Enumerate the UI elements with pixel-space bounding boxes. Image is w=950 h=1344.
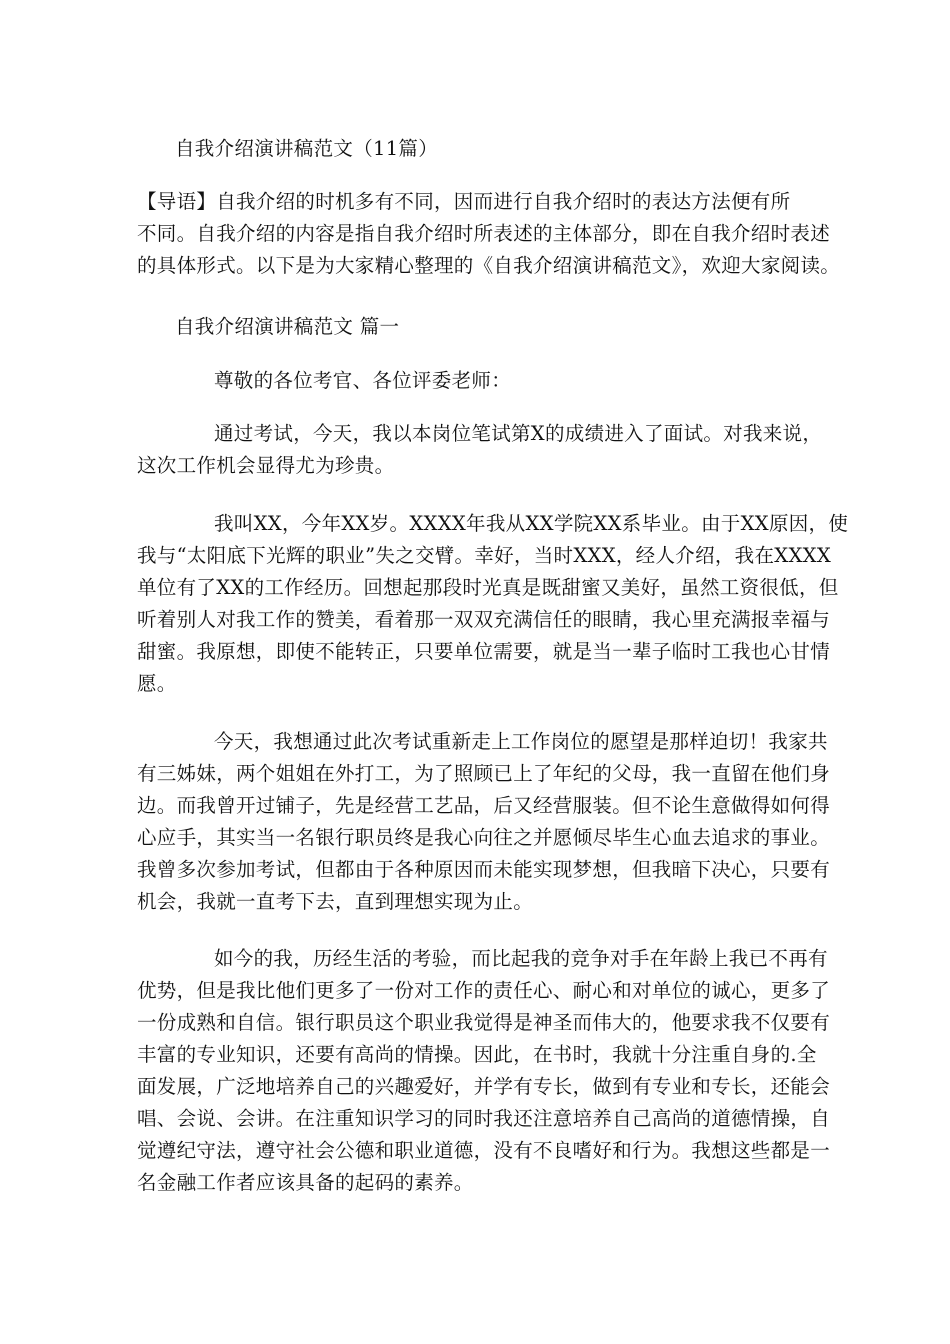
paragraph-line: 机会，我就一直考下去，直到理想实现为止。 [137,890,534,913]
body-paragraph-3 [137,726,831,918]
section-heading: 自我介绍演讲稿范文 篇一 [175,315,400,338]
intro-line: 的具体形式。以下是为大家精心整理的《自我介绍演讲稿范文》，欢迎大家阅读。 [137,254,841,277]
paragraph-line: 愿。 [137,672,177,695]
paragraph-line: 甜蜜。我原想，即使不能转正，只要单位需要，就是当一辈子临时工我也心甘情 [137,640,831,663]
paragraph-line: 有三姊妹，两个姐姐在外打工，为了照顾已上了年纪的父母，我一直留在他们身 [137,762,831,785]
paragraph-line: 我叫XX，今年XX岁。XXXX年我从XX学院XX系毕业。由于XX原因，使 [214,512,849,535]
paragraph-line: 我曾多次参加考试，但都由于各种原因而未能实现梦想，但我暗下决心，只要有 [137,858,831,881]
intro-line: 【导语】自我介绍的时机多有不同，因而进行自我介绍时的表达方法便有所 [137,190,791,213]
paragraph-line: 唱、会说、会讲。在注重知识学习的同时我还注意培养自己高尚的道德情操，自 [137,1107,831,1130]
paragraph-line: 如今的我，历经生活的考验，而比起我的竞争对手在年龄上我已不再有 [214,947,828,970]
paragraph-line: 今天，我想通过此次考试重新走上工作岗位的愿望是那样迫切！我家共 [214,730,828,753]
document-title: 自我介绍演讲稿范文（11篇） [175,137,439,160]
paragraph-line: 心应手，其实当一名银行职员终是我心向往之并愿倾尽毕生心血去追求的事业。 [137,826,831,849]
paragraph-line: 丰富的专业知识，还要有高尚的情操。因此，在书时，我就十分注重自身的.全 [137,1043,817,1066]
paragraph-line: 面发展，广泛地培养自己的兴趣爱好，并学有专长，做到有专业和专长，还能会 [137,1075,831,1098]
body-paragraph-1 [137,418,827,482]
paragraph-line: 我与“太阳底下光辉的职业”失之交臂。幸好，当时XXX，经人介绍，我在XXXX [137,544,832,567]
body-paragraph-2 [137,508,849,700]
paragraph-line: 觉遵纪守法，遵守社会公德和职业道德，没有不良嗜好和行为。我想这些都是一 [137,1139,831,1162]
paragraph-line: 通过考试，今天，我以本岗位笔试第X的成绩进入了面试。对我来说， [214,422,823,445]
intro-line: 不同。自我介绍的内容是指自我介绍时所表述的主体部分，即在自我介绍时表述 [137,222,831,245]
paragraph-line: 名金融工作者应该具备的起码的素养。 [137,1171,474,1194]
paragraph-line: 听着别人对我工作的赞美，看着那一双双充满信任的眼睛，我心里充满报幸福与 [137,608,831,631]
intro-paragraph [137,186,841,282]
salutation: 尊敬的各位考官、各位评委老师： [214,369,512,392]
body-paragraph-4 [137,943,831,1199]
paragraph-line: 边。而我曾开过铺子，先是经营工艺品，后又经营服装。但不论生意做得如何得 [137,794,831,817]
paragraph-line: 单位有了XX的工作经历。回想起那段时光真是既甜蜜又美好，虽然工资很低，但 [137,576,839,599]
paragraph-line: 一份成熟和自信。银行职员这个职业我觉得是神圣而伟大的，他要求我不仅要有 [137,1011,831,1034]
paragraph-line: 这次工作机会显得尤为珍贵。 [137,454,395,477]
paragraph-line: 优势，但是我比他们更多了一份对工作的责任心、耐心和对单位的诚心，更多了 [137,979,831,1002]
